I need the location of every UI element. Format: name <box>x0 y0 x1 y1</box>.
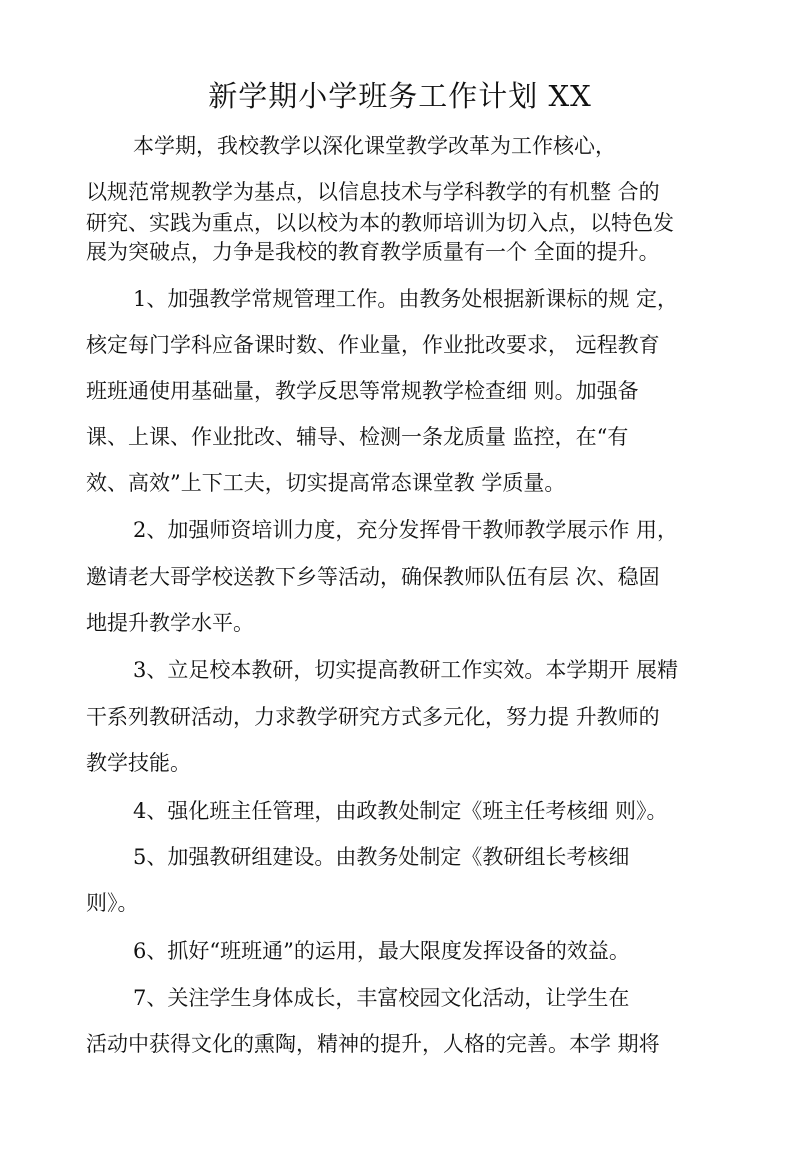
text-line-7: 班班通使用基础量，教学反思等常规教学检查细 则。加强备 <box>86 379 639 403</box>
text-line-13: 3、立足校本教研，切实提高教研工作实效。本学期开 展精 <box>133 658 679 682</box>
document-title: 新学期小学班务工作计划 XX <box>208 79 592 113</box>
text-line-17: 5、加强教研组建设。由教务处制定《教研组长考核细 <box>133 845 630 869</box>
text-line-5: 1、加强教学常规管理工作。由教务处根据新课标的规 定， <box>133 287 679 311</box>
text-line-20: 7、关注学生身体成长，丰富校园文化活动，让学生在 <box>133 986 630 1010</box>
text-line-2: 以规范常规教学为基点，以信息技术与学科教学的有机整 合的 <box>86 180 660 204</box>
text-line-18: 则》。 <box>86 891 139 915</box>
text-line-19: 6、抓好“班班通”的运用，最大限度发挥设备的效益。 <box>133 939 630 963</box>
text-line-12: 地提升教学水平。 <box>86 611 254 635</box>
text-line-1: 本学期，我校教学以深化课堂教学改革为工作核心， <box>133 134 616 158</box>
text-line-14: 干系列教研活动，力求教学研究方式多元化，努力提 升教师的 <box>86 705 660 729</box>
text-line-3: 研究、实践为重点，以以校为本的教师培训为切入点，以特色发 <box>86 211 674 235</box>
text-line-6: 核定每门学科应备课时数、作业量，作业批改要求， 远程教育 <box>86 333 660 357</box>
text-line-21: 活动中获得文化的熏陶，精神的提升，人格的完善。本学 期将 <box>86 1032 660 1056</box>
text-line-8: 课、上课、作业批改、辅导、检测一条龙质量 监控，在“有 <box>86 425 629 449</box>
text-line-10: 2、加强师资培训力度，充分发挥骨干教师教学展示作 用， <box>133 518 679 542</box>
text-line-4: 展为突破点，力争是我校的教育教学质量有一个 全面的提升。 <box>86 240 660 264</box>
text-line-11: 邀请老大哥学校送教下乡等活动，确保教师队伍有层 次、稳固 <box>86 565 660 589</box>
text-line-15: 教学技能。 <box>86 751 191 775</box>
text-line-9: 效、高效”上下工夫，切实提高常态课堂教 学质量。 <box>86 471 566 495</box>
text-line-16: 4、强化班主任管理，由政教处制定《班主任考核细 则》。 <box>133 799 668 823</box>
